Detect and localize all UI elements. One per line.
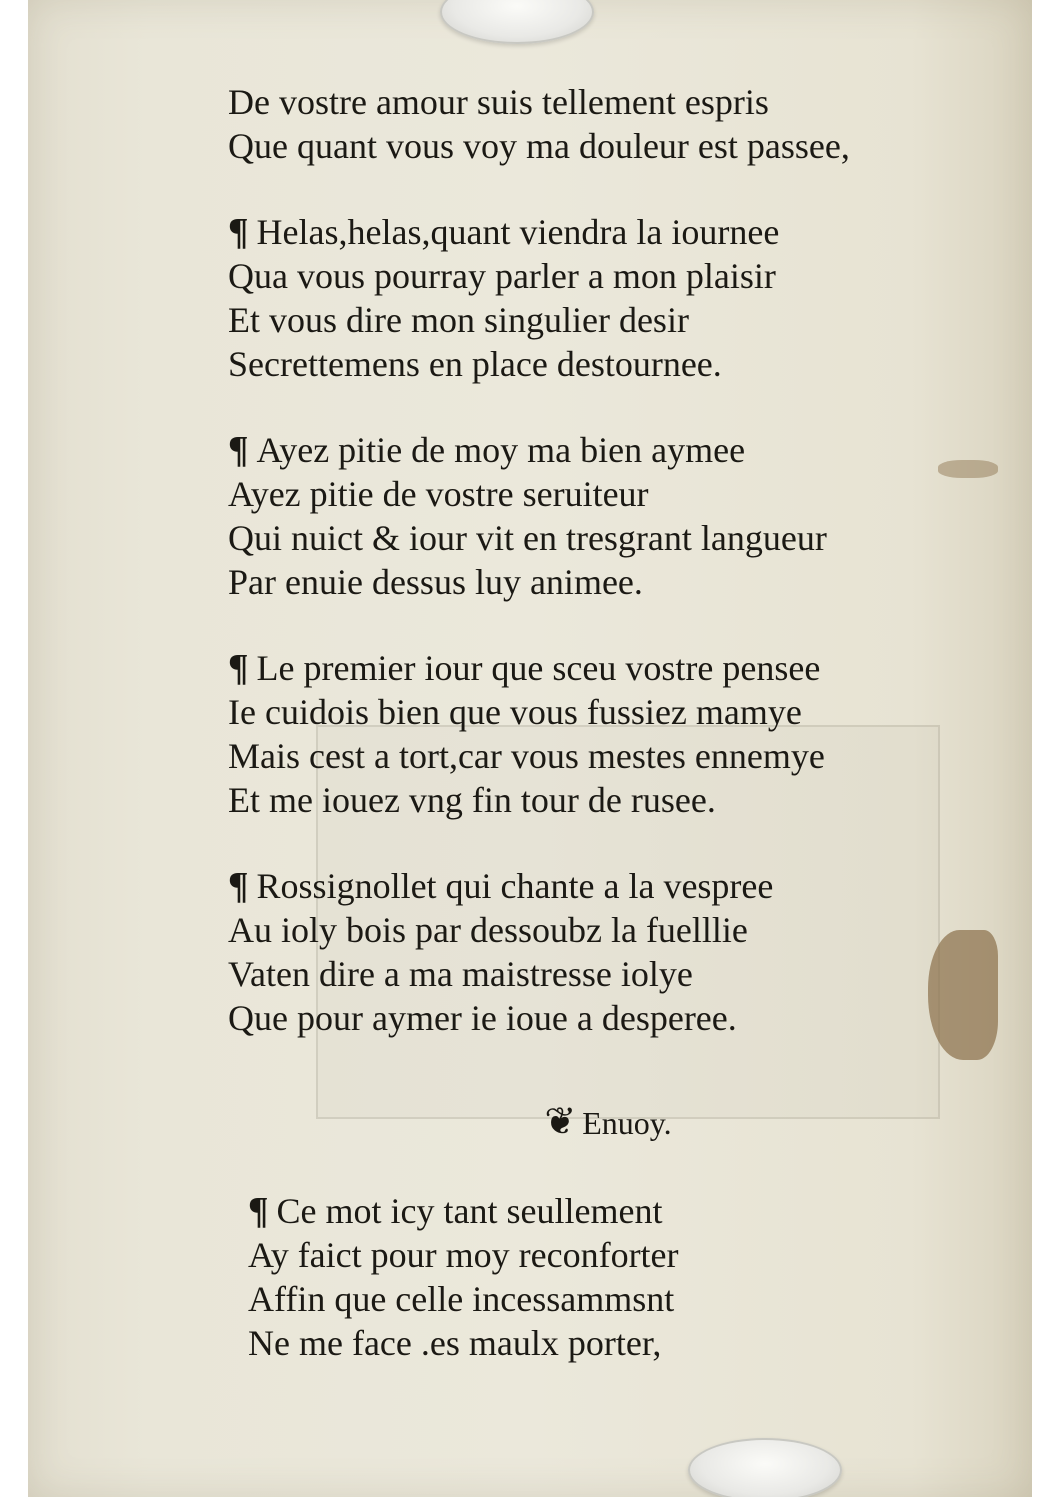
verse-line-first [228, 646, 928, 690]
page-damage [928, 930, 998, 1060]
verse-line: Secrettemens en place destournee. [228, 344, 722, 384]
verse-line: Qua vous pourray parler a mon plaisir [228, 256, 776, 296]
verse-line: Et vous dire mon singulier desir [228, 300, 689, 340]
verse-line: Ne me face .es maulx porter, [248, 1323, 662, 1363]
fleuron-icon: ❦ [544, 1101, 577, 1143]
verse-line: Au ioly bois par dessoubz la fuelllie [228, 910, 748, 950]
verse-line: De vostre amour suis tellement espris [228, 82, 769, 122]
verse-line: Ie cuidois bien que vous fussiez mamye [228, 692, 802, 732]
verse-line: Et me iouez vng fin tour de rusee. [228, 780, 716, 820]
verse-text: Ce mot icy tant seullement [276, 1191, 663, 1231]
stanza-5 [228, 864, 928, 1040]
verse-line: Par enuie dessus luy animee. [228, 562, 643, 602]
poem-text [228, 80, 928, 1407]
stanza-1 [228, 80, 928, 168]
envoy-title: Enuoy. [582, 1105, 672, 1141]
verse-line: Ayez pitie de vostre seruiteur [228, 474, 649, 514]
pilcrow-icon: ¶ [248, 1190, 269, 1232]
envoy-stanza [248, 1189, 928, 1365]
book-clip-bottom [688, 1438, 842, 1497]
pilcrow-icon: ¶ [228, 429, 249, 471]
verse-line: Que pour aymer ie ioue a desperee. [228, 998, 737, 1038]
verse-text: Rossignollet qui chante a la vespree [256, 866, 774, 906]
verse-line: Qui nuict & iour vit en tresgrant langueur [228, 518, 827, 558]
book-page [28, 0, 1032, 1497]
verse-line: Mais cest a tort,car vous mestes ennemye [228, 736, 825, 776]
verse-line: Ay faict pour moy reconforter [248, 1235, 679, 1275]
envoy-heading [288, 1100, 928, 1145]
verse-line-first [228, 864, 928, 908]
verse-line: Vaten dire a ma maistresse iolye [228, 954, 693, 994]
stanza-3 [228, 428, 928, 604]
verse-line-first [248, 1189, 928, 1233]
verse-line-first [228, 428, 928, 472]
page-stain [938, 460, 998, 478]
verse-text: Le premier iour que sceu vostre pensee [256, 648, 821, 688]
pilcrow-icon: ¶ [228, 211, 249, 253]
stanza-2 [228, 210, 928, 386]
pilcrow-icon: ¶ [228, 647, 249, 689]
pilcrow-icon: ¶ [228, 865, 249, 907]
verse-line: Que quant vous voy ma douleur est passee, [228, 126, 850, 166]
verse-text: Helas,helas,quant viendra la iournee [256, 212, 780, 252]
verse-line-first [228, 210, 928, 254]
stanza-4 [228, 646, 928, 822]
verse-text: Ayez pitie de moy ma bien aymee [256, 430, 746, 470]
verse-line: Affin que celle incessammsnt [248, 1279, 675, 1319]
